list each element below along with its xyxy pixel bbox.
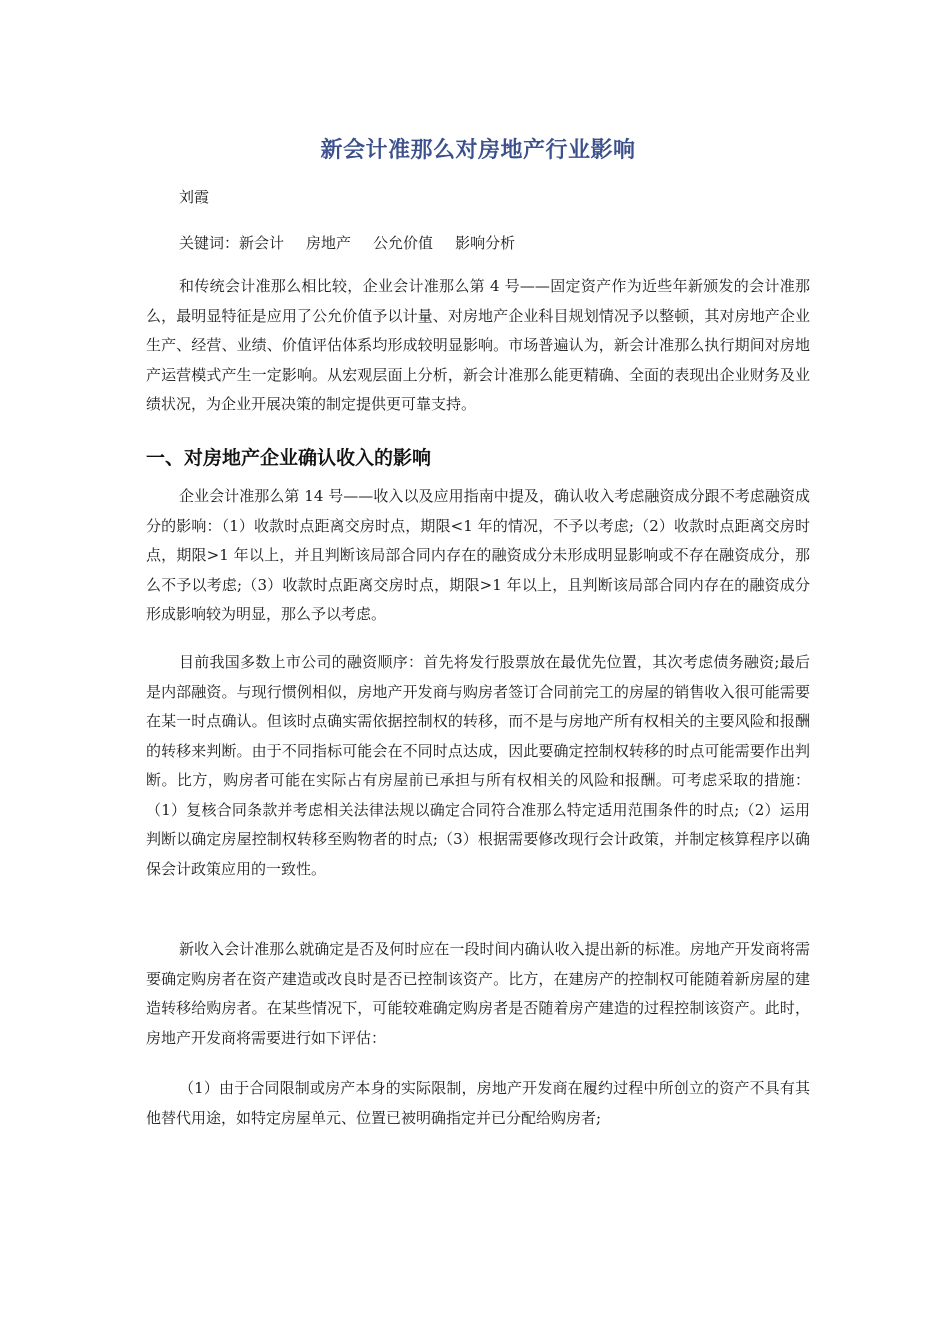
- body-paragraph-1: 企业会计准那么第 14 号——收入以及应用指南中提及，确认收入考虑融资成分跟不考虑融资成分的影响：（1）收款时点距离交房时点，期限<1 年的情况，不予以考虑;（2）收款时点距离交房时点，期限>1 年以上，并且判断该局部合同内存在的融资成分未形成明显影响或不存在融资成分，那么不予以考虑;（3）收款时点距离交房时点，期限>1 年以上，且判断该局部合同内存在的融资成分形成影响较为明显，那么予以考虑。: [146, 487, 810, 623]
- keywords-label: 关键词：: [179, 234, 240, 252]
- body-paragraph-2: 目前我国多数上市公司的融资顺序：首先将发行股票放在最优先位置，其次考虑债务融资;最后是内部融资。与现行惯例相似，房地产开发商与购房者签订合同前完工的房屋的销售收入很可能需要在某一时点确认。但该时点确实需依据控制权的转移，而不是与房地产所有权相关的主要风险和报酬的转移来判断。由于不同指标可能会在不同时点达成，因此要确定控制权转移的时点可能需要作出判断。比方，购房者可能在实际占有房屋前已承担与所有权相关的风险和报酬。可考虑采取的措施：（1）复核合同条款并考虑相关法律法规以确定合同符合准那么特定适用范围条件的时点;（2）运用判断以确定房屋控制权转移至购物者的时点;（3）根据需要修改现行会计政策，并制定核算程序以确保会计政策应用的一致性。: [146, 653, 810, 878]
- section-heading: 一、对房地产企业确认收入的影响: [146, 447, 432, 469]
- keyword: 房地产: [306, 234, 352, 252]
- document-title: 新会计准那么对房地产行业影响: [320, 138, 636, 163]
- keyword: 影响分析: [455, 234, 516, 252]
- author-name: 刘霞: [179, 188, 210, 206]
- body-paragraph-4: （1）由于合同限制或房产本身的实际限制，房地产开发商在履约过程中所创立的资产不具有其他替代用途，如特定房屋单元、位置已被明确指定并已分配给购房者;: [146, 1079, 810, 1127]
- keywords-line: [179, 232, 537, 253]
- keyword: 新会计: [239, 234, 285, 252]
- body-paragraph-3: 新收入会计准那么就确定是否及何时应在一段时间内确认收入提出新的标准。房地产开发商将需要确定购房者在资产建造或改良时是否已控制该资产。比方，在建房产的控制权可能随着新房屋的建造转移给购房者。在某些情况下，可能较难确定购房者是否随着房产建造的过程控制该资产。此时，房地产开发商将需要进行如下评估：: [146, 940, 810, 1047]
- intro-paragraph: 和传统会计准那么相比较，企业会计准那么第 4 号——固定资产作为近些年新颁发的会计准那么，最明显特征是应用了公允价值予以计量、对房地产企业科目规划情况予以整顿，其对房地产企业生产、经营、业绩、价值评估体系均形成较明显影响。市场普遍认为，新会计准那么执行期间对房地产运营模式产生一定影响。从宏观层面上分析，新会计准那么能更精确、全面的表现出企业财务及业绩状况，为企业开展决策的制定提供更可靠支持。: [146, 277, 810, 413]
- keyword: 公允价值: [373, 234, 434, 252]
